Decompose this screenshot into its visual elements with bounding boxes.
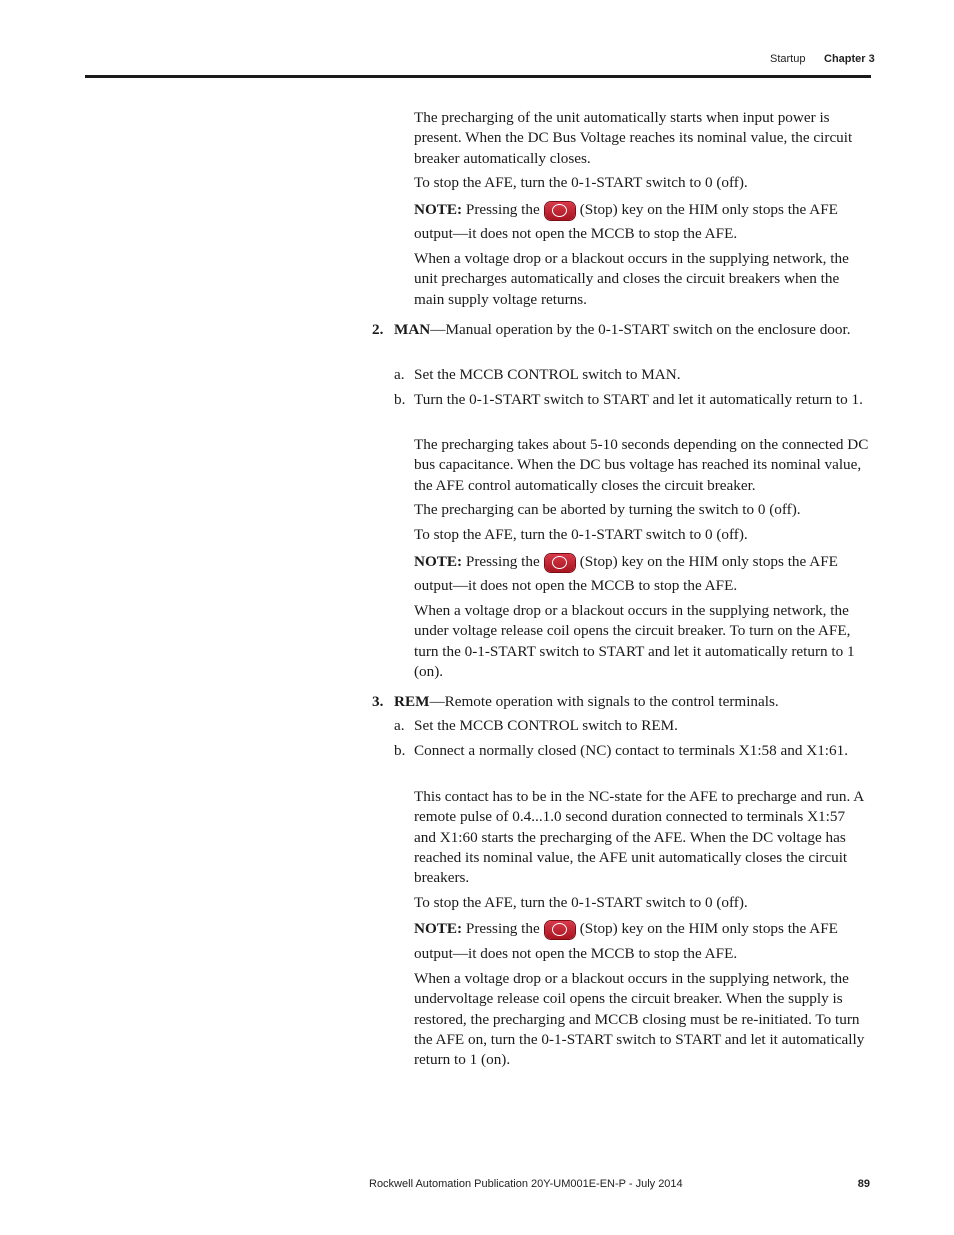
note-text-pre: Pressing the xyxy=(465,553,540,570)
item3-b-letter: b. xyxy=(394,742,406,759)
item2-paragraph-2: The precharging can be aborted by turning the switch to 0 (off). xyxy=(414,501,801,518)
item2-note-continued: output—it does not open the MCCB to stop the AFE. xyxy=(414,577,738,594)
page-number: 89 xyxy=(857,1178,870,1190)
item2-a-text: Set the MCCB CONTROL switch to MAN. xyxy=(414,366,681,383)
note-label: NOTE: xyxy=(414,920,463,937)
header-rule xyxy=(85,75,871,78)
intro-paragraph-1: The precharging of the unit automatically starts when input power is present. When the DC Bus Voltage reaches its nominal value, the circuit breaker automatically closes. xyxy=(414,109,853,167)
intro-note-continued: output—it does not open the MCCB to stop the AFE. xyxy=(414,225,738,242)
item2-note xyxy=(414,552,870,572)
note-text-post: (Stop) key on the HIM only stops the AFE xyxy=(579,920,838,937)
header-section: Startup xyxy=(770,53,806,65)
item2-b-letter: b. xyxy=(394,391,406,408)
intro-note xyxy=(414,200,870,220)
stop-key-icon xyxy=(545,921,575,939)
item2-heading xyxy=(394,320,870,340)
item2-paragraph-4: When a voltage drop or a blackout occurs in the supplying network, the under voltage release coil opens the circuit breaker. To turn on the AFE, turn the 0-1-START switch to START and let it automatically return to 1 (on). xyxy=(414,602,855,680)
item3-note-continued: output—it does not open the MCCB to stop the AFE. xyxy=(414,945,738,962)
stop-key-icon xyxy=(545,554,575,572)
item3-number: 3. xyxy=(372,693,384,710)
item2-paragraph-3: To stop the AFE, turn the 0-1-START switch to 0 (off). xyxy=(414,526,748,543)
intro-paragraph-3: When a voltage drop or a blackout occurs in the supplying network, the unit precharges automatically and closes the circuit breakers when the main supply voltage returns. xyxy=(414,250,849,308)
note-text-post: (Stop) key on the HIM only stops the AFE xyxy=(579,201,838,218)
item3-term: REM xyxy=(394,693,430,710)
intro-paragraph-2: To stop the AFE, turn the 0-1-START switch to 0 (off). xyxy=(414,174,748,191)
note-text-post: (Stop) key on the HIM only stops the AFE xyxy=(579,553,838,570)
note-label: NOTE: xyxy=(414,553,463,570)
item3-description: —Remote operation with signals to the control terminals. xyxy=(429,693,779,710)
item2-b-text: Turn the 0-1-START switch to START and let it automatically return to 1. xyxy=(414,391,863,408)
item2-term: MAN xyxy=(394,321,431,338)
item2-number: 2. xyxy=(372,321,384,338)
note-text-pre: Pressing the xyxy=(465,201,540,218)
item2-a-letter: a. xyxy=(394,366,405,383)
item3-a-letter: a. xyxy=(394,717,405,734)
note-label: NOTE: xyxy=(414,201,463,218)
item3-paragraph-2: To stop the AFE, turn the 0-1-START switch to 0 (off). xyxy=(414,894,748,911)
item3-paragraph-3: When a voltage drop or a blackout occurs in the supplying network, the undervoltage release coil opens the circuit breaker. When the supply is restored, the precharging and MCCB closing must be re-initiated. To turn the AFE on, turn the 0-1-START switch to START and let it automatically return to 1 (on). xyxy=(414,970,865,1069)
item2-description: —Manual operation by the 0-1-START switch on the enclosure door. xyxy=(430,321,851,338)
item3-b-text: Connect a normally closed (NC) contact to terminals X1:58 and X1:61. xyxy=(414,742,849,759)
item3-note xyxy=(414,919,870,939)
note-text-pre: Pressing the xyxy=(465,920,540,937)
header-chapter: Chapter 3 xyxy=(824,53,875,65)
item3-heading xyxy=(394,692,870,712)
item2-paragraph-1: The precharging takes about 5-10 seconds depending on the connected DC bus capacitance. When the DC bus voltage has reached its nominal value, the AFE control automatically closes the circuit breaker. xyxy=(414,436,869,494)
footer-publication: Rockwell Automation Publication 20Y-UM001E-EN-P - July 2014 xyxy=(369,1178,683,1190)
item3-a-text: Set the MCCB CONTROL switch to REM. xyxy=(414,717,678,734)
stop-key-icon xyxy=(545,202,575,220)
item3-paragraph-1: This contact has to be in the NC-state for the AFE to precharge and run. A remote pulse of 0.4...1.0 second duration connected to terminals X1:57 and X1:60 starts the precharging of the AFE. When the DC voltage has reached its nominal value, the AFE unit automatically closes the circuit breakers. xyxy=(414,788,864,887)
